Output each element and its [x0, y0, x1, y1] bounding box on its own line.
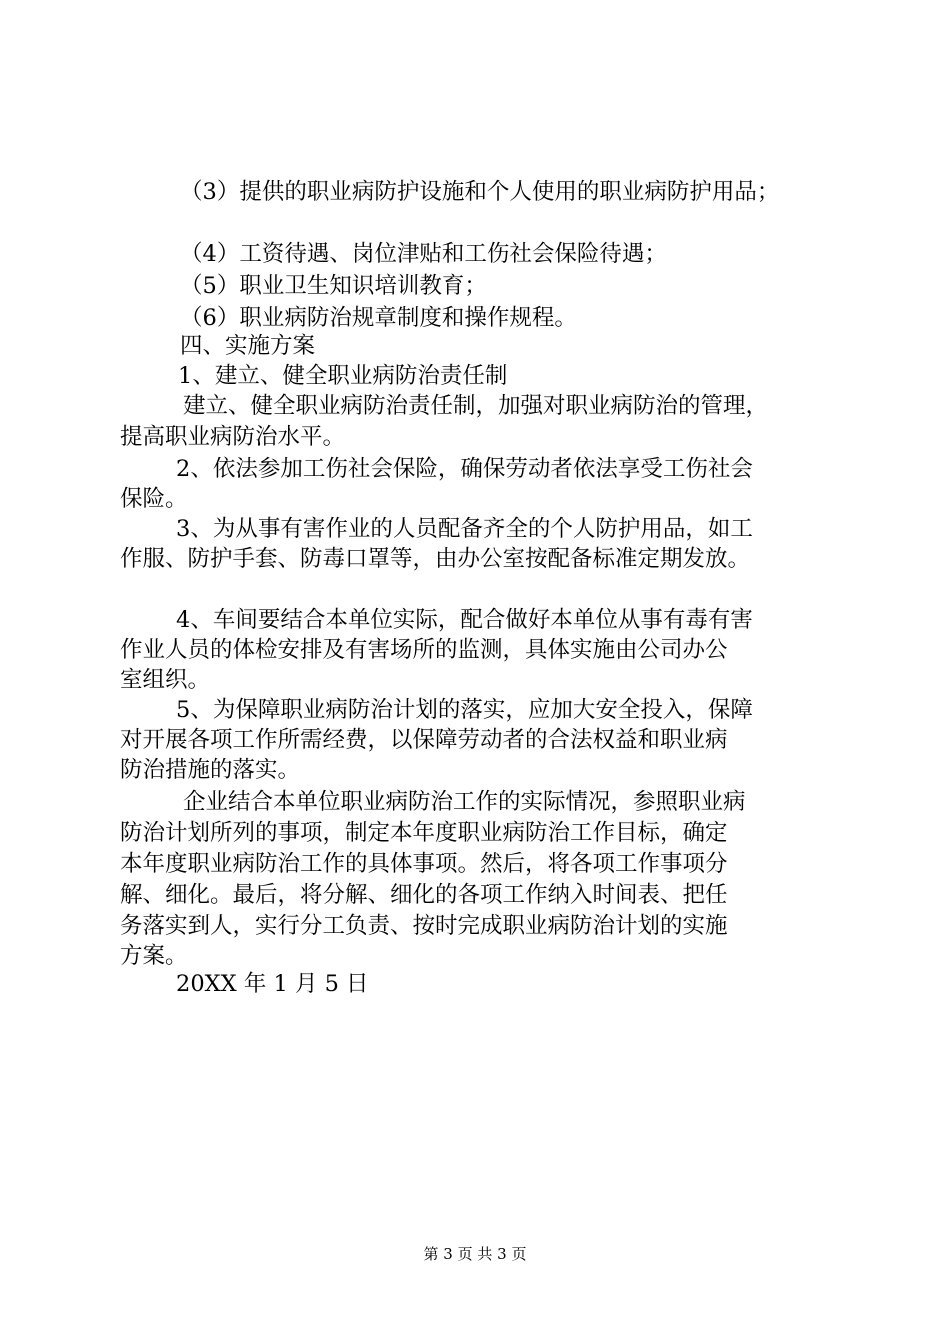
paragraph-1-line-2: 提高职业病防治水平。	[120, 424, 346, 450]
paragraph-6-line-6: 方案。	[120, 943, 188, 969]
paragraph-4-line-1: 4、车间要结合本单位实际，配合做好本单位从事有毒有害	[176, 607, 753, 633]
list-item-6: （6）职业病防治规章制度和操作规程。	[180, 305, 577, 331]
paragraph-2-line-1: 2、依法参加工伤社会保险，确保劳动者依法享受工伤社会	[176, 456, 753, 482]
paragraph-1-line-1: 建立、健全职业病防治责任制，加强对职业病防治的管理，	[183, 393, 769, 419]
paragraph-4-line-2: 作业人员的体检安排及有害场所的监测，具体实施由公司办公	[120, 637, 728, 663]
paragraph-6-line-1: 企业结合本单位职业病防治工作的实际情况，参照职业病	[183, 789, 746, 815]
paragraph-6-line-4: 解、细化。最后，将分解、细化的各项工作纳入时间表、把任	[120, 882, 728, 908]
list-item-4: （4）工资待遇、岗位津贴和工伤社会保险待遇；	[180, 241, 667, 267]
list-item-5: （5）职业卫生知识培训教育；	[180, 273, 487, 299]
subsection-heading-1: 1、建立、健全职业病防治责任制	[178, 363, 508, 389]
paragraph-3-line-2: 作服、防护手套、防毒口罩等，由办公室按配备标准定期发放。	[120, 546, 751, 572]
page-footer: 第 3 页 共 3 页	[423, 1245, 527, 1263]
paragraph-3-line-1: 3、为从事有害作业的人员配备齐全的个人防护用品，如工	[176, 516, 753, 542]
paragraph-5-line-1: 5、为保障职业病防治计划的落实，应加大安全投入，保障	[176, 697, 753, 723]
paragraph-2-line-2: 保险。	[120, 486, 188, 512]
section-heading: 四、实施方案	[180, 333, 316, 359]
document-date: 20XX 年 1 月 5 日	[176, 971, 369, 997]
paragraph-4-line-3: 室组织。	[120, 667, 211, 693]
list-item-3: （3）提供的职业病防护设施和个人使用的职业病防护用品；	[180, 179, 780, 205]
paragraph-5-line-2: 对开展各项工作所需经费，以保障劳动者的合法权益和职业病	[120, 727, 728, 753]
paragraph-6-line-2: 防治计划所列的事项，制定本年度职业病防治工作目标，确定	[120, 820, 728, 846]
paragraph-5-line-3: 防治措施的落实。	[120, 757, 301, 783]
paragraph-6-line-3: 本年度职业病防治工作的具体事项。然后，将各项工作事项分	[120, 851, 728, 877]
paragraph-6-line-5: 务落实到人，实行分工负责、按时完成职业病防治计划的实施	[120, 913, 728, 939]
